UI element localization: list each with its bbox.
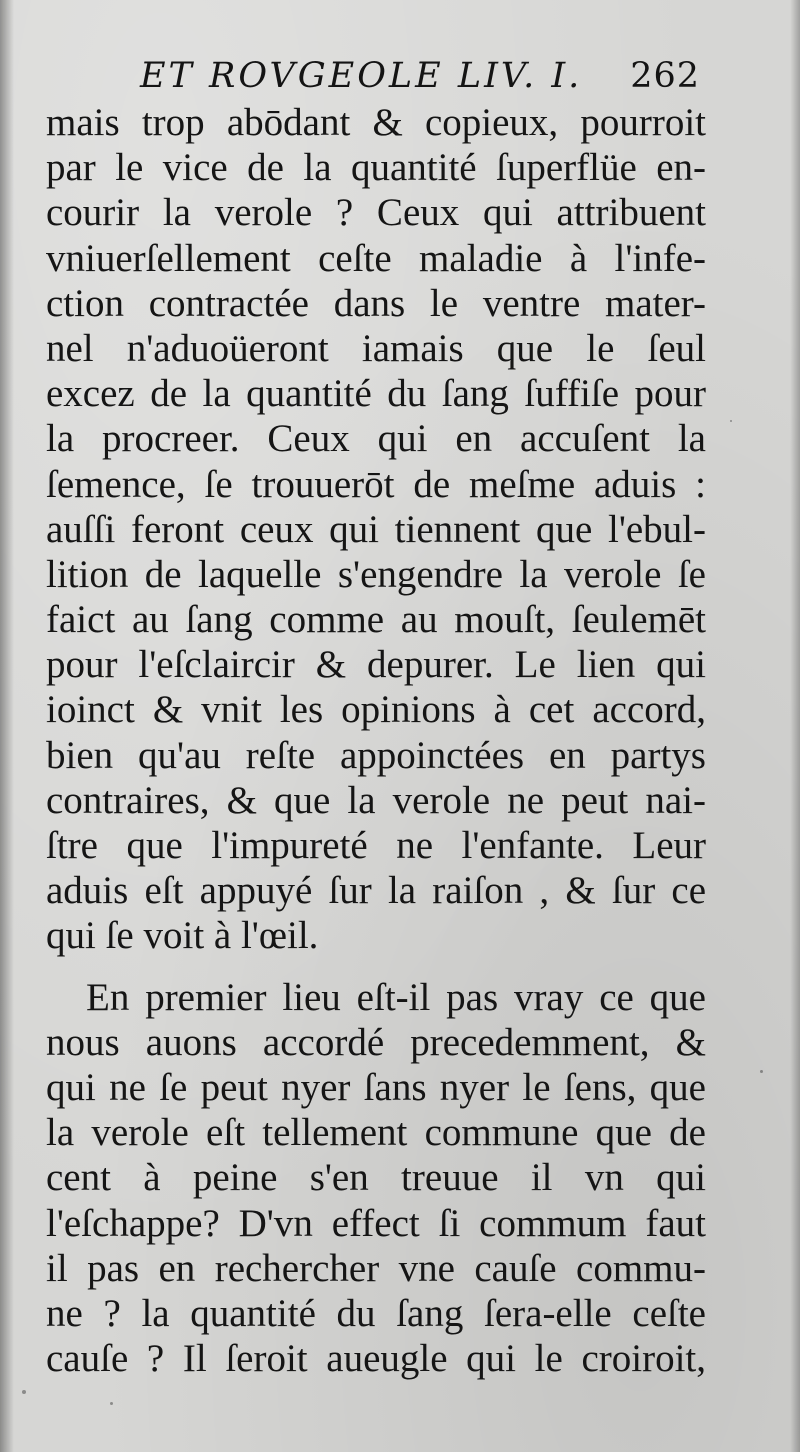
paper-speck (22, 1390, 26, 1394)
text-line: auſſi feront ceux qui tiennent que l'ebul- (46, 507, 706, 551)
text-line: mais trop abōdant & copieux, pourroit (46, 101, 706, 144)
paper-speck (110, 1402, 113, 1405)
text-line: excez de la quantité du ſang ſuffiſe pour (46, 372, 706, 416)
paper-speck (760, 1070, 763, 1073)
text-line: ſemence, ſe trouuerōt de meſme aduis : (46, 462, 706, 506)
text-line: cent à peine s'en treuue il vn qui (46, 1156, 706, 1200)
text-line: contraires, & que la verole ne peut nai- (46, 778, 706, 822)
paragraph-1 (46, 100, 706, 959)
text-line: pour l'eſclaircir & depurer. Le lien qui (46, 643, 706, 687)
running-title: ET ROVGEOLE LIV. I. (140, 56, 583, 96)
text-line: nel n'aduoüeront iamais que le ſeul (46, 326, 706, 370)
text-line: ction contractée dans le ventre mater- (46, 281, 706, 325)
text-line: En premier lieu eſt-il pas vray ce que (86, 975, 706, 1019)
text-line: par le vice de la quantité ſuperflüe en- (46, 146, 706, 190)
text-line: lition de laquelle s'engendre la verole ſe (46, 552, 706, 596)
text-line: la verole eſt tellement commune que de (46, 1111, 706, 1155)
page-edge-shadow (790, 0, 800, 1452)
text-line: il pas en rechercher vne cauſe commu- (46, 1246, 706, 1290)
text-line: ne ? la quantité du ſang ſera-elle ceſte (46, 1291, 706, 1335)
body-text (46, 100, 706, 1381)
text-line: l'eſchappe? D'vn effect ſi commum faut (46, 1201, 706, 1245)
text-line: qui ne ſe peut nyer ſans nyer le ſens, que (46, 1065, 706, 1109)
text-line: qui ſe voit à l'œil. (46, 914, 319, 958)
text-line: la procreer. Ceux qui en accuſent la (46, 417, 706, 461)
text-line: aduis eſt appuyé ſur la raiſon , & ſur ce (46, 869, 706, 913)
text-line: cauſe ? Il ſeroit aueugle qui le croiroit, (46, 1337, 706, 1381)
text-line: nous auons accordé precedemment, & (46, 1020, 706, 1064)
text-line: ſtre que l'impureté ne l'enfante. Leur (46, 824, 706, 867)
page-number: 262 (630, 56, 700, 96)
text-line: faict au ſang comme au mouſt, ſeulemēt (46, 598, 706, 642)
running-head (140, 56, 700, 100)
text-line: vniuerſellement ceſte maladie à l'infe- (46, 236, 706, 280)
text-line: bien qu'au reſte appoinctées en partys (46, 733, 706, 777)
text-line: ioinct & vnit les opinions à cet accord, (46, 688, 706, 732)
paragraph-2 (46, 975, 706, 1382)
text-line: courir la verole ? Ceux qui attribuent (46, 191, 706, 235)
page-gutter-shadow (0, 0, 14, 1452)
paragraph-gap (46, 959, 706, 975)
paper-speck (730, 420, 732, 422)
